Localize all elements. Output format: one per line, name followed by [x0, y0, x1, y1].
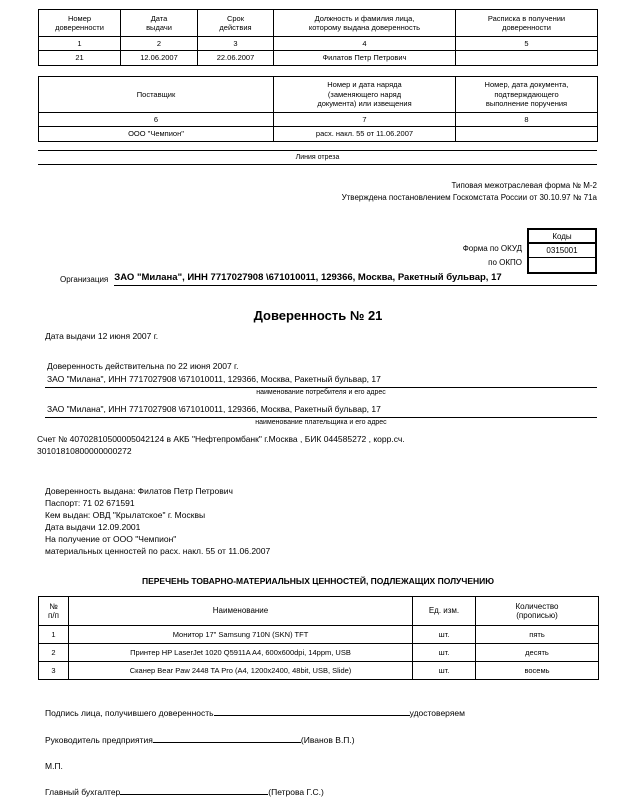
header-line: Номер — [67, 13, 92, 23]
col-number-6: 6 — [39, 113, 274, 127]
signature-row-director — [45, 733, 355, 746]
header-line: выдачи — [146, 23, 172, 32]
organization-value[interactable]: ЗАО "Милана", ИНН 7717027908 \671010011, 129366, Москва, Ракетный бульвар, 17 — [114, 271, 597, 286]
header-line: доверенности — [502, 23, 551, 32]
cell-row-number: 2 — [39, 644, 69, 662]
stamp-label: М.П. — [45, 761, 63, 771]
col-number-2: 2 — [121, 37, 198, 51]
form-code-line: Типовая межотраслевая форма № М-2 — [451, 181, 597, 190]
okud-value[interactable]: 0315001 — [529, 244, 595, 258]
cell-item-name: Монитор 17" Samsung 710N (SKN) TFT — [69, 626, 413, 644]
col-header-receipt — [456, 10, 598, 37]
stub-table-bottom — [38, 76, 598, 142]
header-line: действия — [219, 23, 252, 32]
col-number-3: 3 — [198, 37, 274, 51]
col-number-5: 5 — [456, 37, 598, 51]
header-line: Номер и дата наряда — [327, 80, 402, 90]
col-header-person — [274, 10, 456, 37]
col-number-7: 7 — [274, 113, 456, 127]
col-header-quantity — [476, 597, 599, 626]
col-header-issue-date — [121, 10, 198, 37]
table-row-header — [39, 597, 599, 626]
header-line: Расписка в получении — [487, 13, 566, 23]
okpo-value[interactable] — [529, 258, 595, 272]
codes-title-spacer — [380, 228, 522, 242]
table-row-numbering — [39, 37, 598, 51]
table-row — [39, 662, 599, 680]
cell-item-quantity: пять — [476, 626, 599, 644]
cell-item-unit: шт. — [413, 626, 476, 644]
header-line: № — [49, 601, 58, 611]
signature-row-holder — [45, 706, 465, 719]
col-header-row-number — [39, 597, 69, 626]
col-header-confirm-doc — [456, 77, 598, 113]
header-line: Дата — [150, 13, 168, 23]
table-row-header — [39, 77, 598, 113]
table-row — [39, 51, 598, 66]
col-number-1: 1 — [39, 37, 121, 51]
cell-item-unit: шт. — [413, 644, 476, 662]
header-line: Срок — [226, 13, 245, 23]
col-header-name: Наименование — [69, 597, 413, 626]
col-header-unit: Ед. изм. — [413, 597, 476, 626]
col-header-validity — [198, 10, 274, 37]
certify-label: удостоверяем — [409, 708, 465, 718]
cell-person-name: Филатов Петр Петрович — [274, 51, 456, 66]
cell-receipt — [456, 51, 598, 66]
okud-label: Форма по ОКУД — [462, 244, 522, 253]
page-title: Доверенность № 21 — [253, 308, 383, 323]
passport-issuer-line: Кем выдан: ОВД "Крылатское" г. Москвы — [45, 510, 206, 520]
organization-row — [60, 271, 597, 286]
director-name: (Иванов В.П.) — [300, 735, 355, 745]
cell-order-number: расх. накл. 55 от 11.06.2007 — [274, 127, 456, 142]
consumer-caption: наименование потребителя и его адрес — [256, 389, 386, 396]
cell-row-number: 3 — [39, 662, 69, 680]
stub-table-top — [38, 9, 598, 66]
header-line: выполнение поручения — [485, 99, 568, 109]
issue-date-line: Дата выдачи 12 июня 2007 г. — [45, 331, 159, 341]
table-row-numbering — [39, 113, 598, 127]
cell-confirm-doc — [456, 127, 598, 142]
cell-doc-number: 21 — [39, 51, 121, 66]
header-line: Номер, дата документа, — [484, 80, 569, 90]
accountant-rule[interactable] — [120, 785, 268, 795]
cell-item-unit: шт. — [413, 662, 476, 680]
passport-line: Паспорт: 71 02 671591 — [45, 498, 135, 508]
table-row — [39, 626, 599, 644]
header-line: которому выдана доверенность — [308, 23, 421, 32]
cell-item-quantity: восемь — [476, 662, 599, 680]
header-line: документа) или извещения — [317, 99, 412, 109]
okpo-label: по ОКПО — [488, 258, 522, 267]
codes-box — [527, 228, 597, 274]
goods-list-heading: ПЕРЕЧЕНЬ ТОВАРНО-МАТЕРИАЛЬНЫХ ЦЕННОСТЕЙ, ПОДЛЕЖАЩИХ ПОЛУЧЕНИЮ — [141, 576, 495, 586]
codes-box-title: Коды — [529, 230, 595, 244]
cell-item-quantity: десять — [476, 644, 599, 662]
receive-basis-line: материальных ценностей по расх. накл. 55 от 11.06.2007 — [45, 546, 271, 556]
receive-from-line: На получение от ООО "Чемпион" — [45, 534, 177, 544]
table-row-header — [39, 10, 598, 37]
codes-labels — [380, 242, 522, 270]
signature-row-accountant — [45, 785, 324, 798]
form-approval-line: Утверждена постановлением Госкомстата России от 30.10.97 № 71а — [341, 192, 597, 202]
col-header-order-number — [274, 77, 456, 113]
cell-validity-date: 22.06.2007 — [198, 51, 274, 66]
cut-line-rule-bottom — [38, 164, 597, 165]
passport-date-line: Дата выдачи 12.09.2001 — [45, 522, 141, 532]
cell-item-name: Принтер HP LaserJet 1020 Q5911A A4, 600x600dpi, 14ppm, USB — [69, 644, 413, 662]
organization-label: Организация — [60, 275, 109, 284]
account-line-1: Счет № 40702810500005042124 в АКБ "Нефтепромбанк" г.Москва , БИК 044585272 , корр.сч. — [37, 434, 405, 444]
director-rule[interactable] — [153, 733, 301, 743]
account-line-2: 30101810800000000272 — [37, 446, 132, 456]
cell-item-name: Сканер Bear Paw 2448 TA Pro (A4, 1200x2400, 48bit, USB, Slide) — [69, 662, 413, 680]
cut-line-label: Линия отреза — [295, 154, 340, 161]
header-line: доверенности — [55, 23, 104, 32]
header-line: Должность и фамилия лица, — [314, 13, 415, 23]
payer-caption: наименование плательщика и его адрес — [255, 419, 387, 426]
col-header-number — [39, 10, 121, 37]
cell-row-number: 1 — [39, 626, 69, 644]
accountant-label: Главный бухгалтер — [45, 787, 121, 797]
cell-supplier: ООО "Чемпион" — [39, 127, 274, 142]
issued-to-line: Доверенность выдана: Филатов Петр Петрович — [45, 486, 233, 496]
signature-label: Подпись лица, получившего доверенность — [45, 708, 214, 718]
form-header-block — [160, 180, 597, 203]
consumer-value: ЗАО "Милана", ИНН 7717027908 \671010011, 129366, Москва, Ракетный бульвар, 17 — [47, 374, 381, 384]
table-row — [39, 644, 599, 662]
header-line: Количество — [515, 601, 559, 611]
col-header-supplier — [39, 77, 274, 113]
col-number-8: 8 — [456, 113, 598, 127]
header-line: Поставщик — [136, 89, 176, 99]
header-line: (заменяющего наряд — [327, 89, 402, 99]
header-line: (прописью) — [516, 611, 558, 620]
accountant-name: (Петрова Г.С.) — [268, 787, 324, 797]
col-number-4: 4 — [274, 37, 456, 51]
cut-line — [38, 150, 597, 165]
director-label: Руководитель предприятия — [45, 735, 153, 745]
cell-issue-date: 12.06.2007 — [121, 51, 198, 66]
goods-table — [38, 596, 599, 680]
payer-value: ЗАО "Милана", ИНН 7717027908 \671010011, 129366, Москва, Ракетный бульвар, 17 — [47, 404, 381, 414]
header-line: п/п — [48, 611, 59, 620]
signature-rule[interactable] — [214, 706, 410, 716]
validity-line: Доверенность действительна по 22 июня 2007 г. — [47, 361, 239, 371]
table-row — [39, 127, 598, 142]
header-line: подтверждающего — [494, 89, 559, 99]
